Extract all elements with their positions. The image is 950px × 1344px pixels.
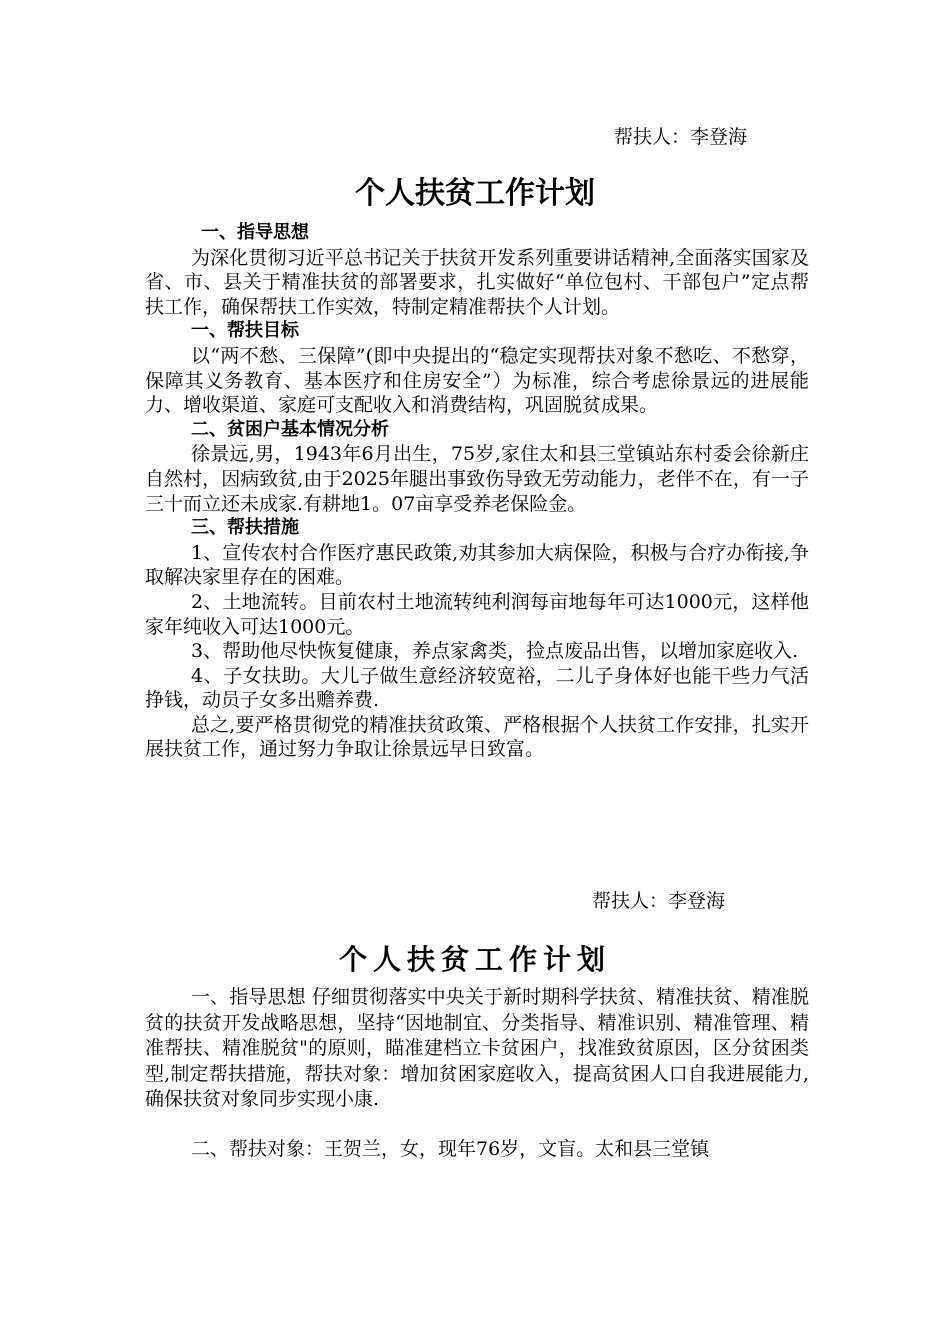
- section-heading-goals: 一、帮扶目标: [191, 320, 299, 342]
- paragraph-conclusion: 总之,要严格贯彻党的精准扶贫政策、严格根据个人扶贫工作安排，扎实开展扶贫工作，通过努力争取让徐景远早日致富。: [145, 713, 809, 761]
- section-heading-household-analysis: 二、贫困户基本情况分析: [191, 418, 389, 440]
- paragraph-measure-2: 2、土地流转。目前农村土地流转纯利润每亩地每年可达1000元，这样他家年纯收入可达1000元。: [145, 590, 809, 638]
- paragraph-measure-1: 1、宣传农村合作医疗惠民政策,劝其参加大病保险，积极与合疗办衔接,争取解决家里存在的困难。: [145, 541, 809, 589]
- section-heading-measures: 三、帮扶措施: [191, 517, 299, 539]
- paragraph-goals: 以“两不愁、三保障”(即中央提出的“稳定实现帮扶对象不愁吃、不愁穿，保障其义务教育、基本医疗和住房安全”）为标准，综合考虑徐景远的进展能力、增收渠道、家庭可支配收入和消费结构，巩固脱贫成果。: [145, 344, 809, 417]
- helper-name-top: 帮扶人：李登海: [614, 126, 748, 148]
- paragraph-measure-3: 3、帮助他尽快恢复健康，养点家禽类，捡点废品出售，以增加家庭收入.: [191, 640, 799, 663]
- plan-title-1: 个人扶贫工作计划: [355, 176, 595, 211]
- plan-title-2: 个人扶贫工作计划: [338, 943, 611, 976]
- plan-2-body: [145, 985, 809, 1163]
- paragraph-household-analysis: 徐景远,男，1943年6月出生，75岁,家住太和县三堂镇站东村委会徐新庄自然村，因病致贫,由于2025年腿出事致伤导致无劳动能力，老伴不在，有一子三十而立还未成家.有耕地1。07亩享受养老保险金。: [145, 443, 809, 515]
- section-heading-guiding-ideology: 一、指导思想: [201, 222, 309, 243]
- paragraph-plan2-target: 二、帮扶对象：王贺兰，女，现年76岁，文盲。太和县三堂镇: [191, 1137, 710, 1160]
- plan-1-body: [145, 221, 809, 762]
- paragraph-guiding-ideology: 为深化贯彻习近平总书记关于扶贫开发系列重要讲话精神,全面落实国家及省、市、县关于精准扶贫的部署要求，扎实做好“单位包村、干部包户”定点帮扶工作，确保帮扶工作实效，特制定精准帮扶个人计划。: [145, 246, 809, 318]
- helper-name-signature: 帮扶人：李登海: [592, 890, 726, 912]
- paragraph-measure-4: 4、子女扶助。大儿子做生意经济较宽裕，二儿子身体好也能干些力气活挣钱，动员子女多出赡养费.: [145, 664, 809, 712]
- paragraph-plan2-guiding-ideology: 一、指导思想 仔细贯彻落实中央关于新时期科学扶贫、精准扶贫、精准脱贫的扶贫开发战略思想，坚持“因地制宜、分类指导、精准识别、精准管理、精准帮扶、精准脱贫"的原则，瞄准建档立卡贫困户，找准致贫原因，区分贫困类型,制定帮扶措施，帮扶对象：增加贫困家庭收入，提高贫困人口自我进展能力,确保扶贫对象同步实现小康.: [145, 986, 809, 1111]
